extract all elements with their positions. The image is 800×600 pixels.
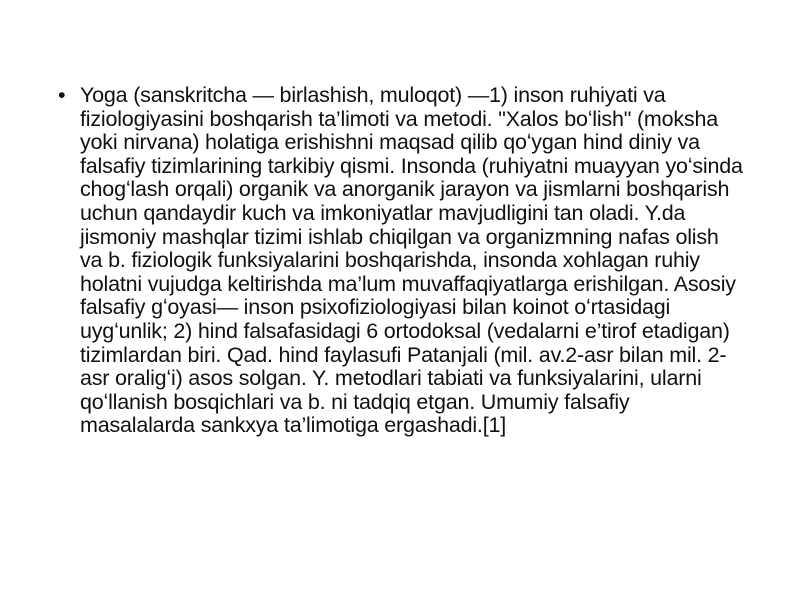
bullet-item <box>56 84 746 438</box>
bullet-list <box>56 84 746 438</box>
bullet-text: Yoga (sanskritcha — birlashish, muloqot) —1) inson ruhiyati va fiziologiyasini boshqarish ta’limoti va metodi. "Xalos boʻlish" (moksha yoki nirvana) holatiga erishishni maqsad qilib qoʻygan hind diniy va falsafiy tizimlarining tarkibiy qismi. Insonda (ruhiyatni muayyan yoʻsinda chogʻlash orqali) organik va anorganik jarayon va jismlarni boshqarish uchun qandaydir kuch va imkoniyatlar mavjudligini tan oladi. Y.da jismoniy mashqlar tizimi ishlab chiqilgan va organizmning nafas olish va b. fiziologik funksiyalarini boshqarishda, insonda xohlagan ruhiy holatni vujudga keltirishda ma’lum muvaffaqiyatlarga erishilgan. Asosiy falsafiy gʻoyasi— inson psixofiziologiyasi bilan koinot oʻrtasidagi uygʻunlik; 2) hind falsafasidagi 6 ortodoksal (vedalarni e’tirof etadigan) tizimlardan biri. Qad. hind faylasufi Patanjali (mil. av.2-asr bilan mil. 2-asr oraligʻi) asos solgan. Y. metodlari tabiati va funksiyalarini, ularni qoʻllanish bosqichlari va b. ni tadqiq etgan. Umumiy falsafiy masalalarda sankxya ta’limotiga ergashadi.[1] <box>80 83 743 438</box>
bullet-icon: • <box>58 83 66 107</box>
